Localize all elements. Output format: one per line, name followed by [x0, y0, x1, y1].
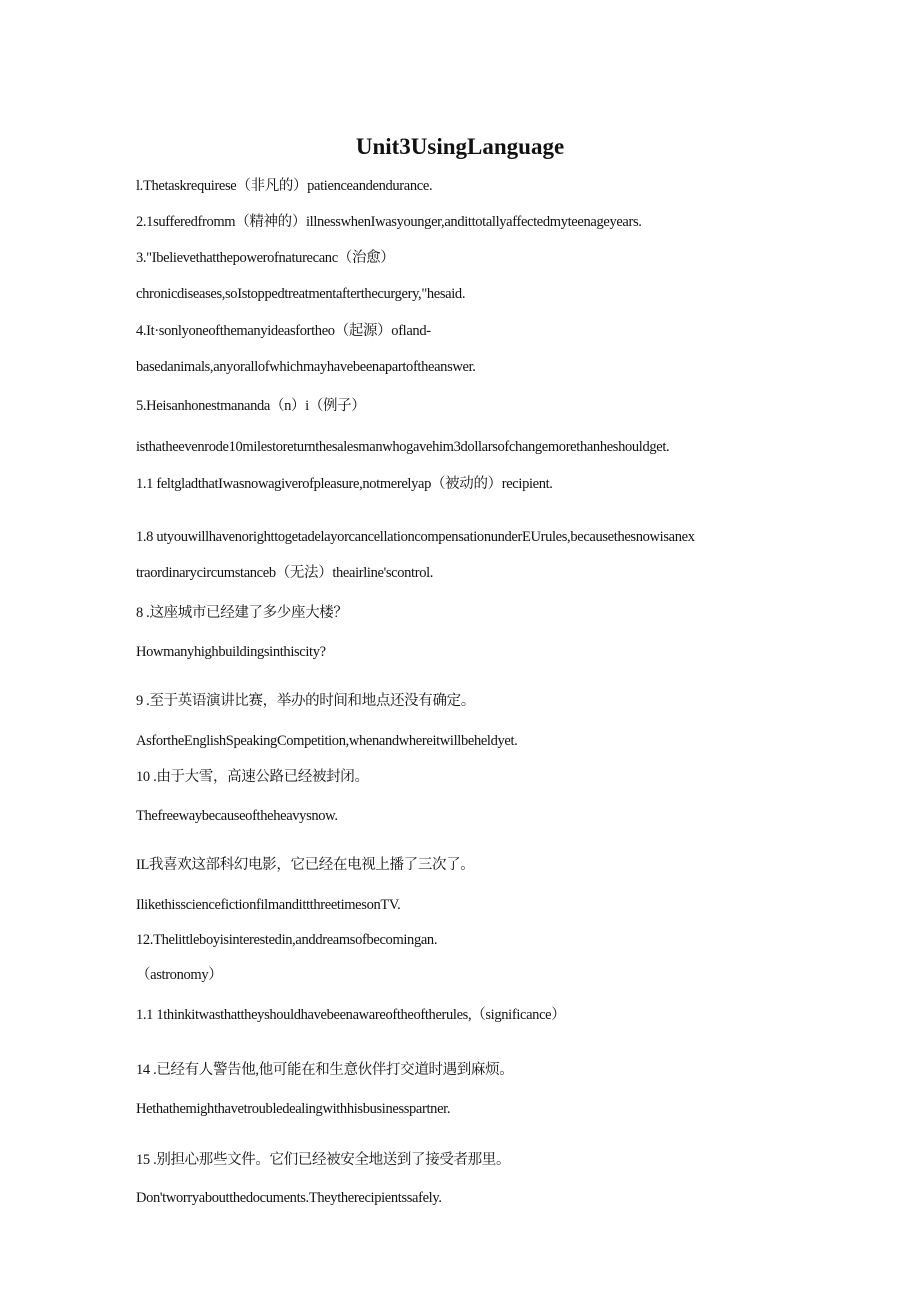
exercise-line-4b: basedanimals,anyorallofwhichmayhavebeenapartoftheanswer.	[136, 359, 476, 375]
translation-line-9-cn: 9 .至于英语演讲比赛，举办的时间和地点还没有确定。	[136, 693, 475, 709]
translation-line-11-cn: IL我喜欢这部科幻电影，它已经在电视上播了三次了。	[136, 857, 475, 873]
translation-line-9-en: AsfortheEnglishSpeakingCompetition,whenandwhereitwillbeheldyet.	[136, 733, 518, 749]
exercise-line-1: l.Thetaskrequirese（非凡的）patienceandendurance.	[136, 178, 433, 194]
exercise-line-12-hint: （astronomy）	[136, 967, 223, 983]
translation-line-15-en: Don'tworryaboutthedocuments.Theytherecipientssafely.	[136, 1190, 442, 1206]
page-title: Unit3UsingLanguage	[355, 134, 565, 159]
exercise-line-3b: chronicdiseases,soIstoppedtreatmentaftertheсurgery,"hesaid.	[136, 286, 466, 302]
translation-line-15-cn: 15 .别担心那些文件。它们已经被安全地送到了接受者那里。	[136, 1152, 511, 1168]
exercise-line-7b: traordinarycircumstanceb（无法）theairline'scontrol.	[136, 565, 434, 581]
translation-line-10-en: Thefreewaybecauseoftheheavysnow.	[136, 808, 338, 824]
exercise-line-5a: 5.Heisanhonestmananda（n）i（例子）	[136, 398, 366, 414]
exercise-line-5b: isthatheevenrode10milestoreturnthesalesmanwhogavehim3dollarsofchangemorethanheshouldget.	[136, 439, 670, 455]
translation-line-10-cn: 10 .由于大雪，高速公路已经被封闭。	[136, 769, 369, 785]
exercise-line-12: 12.Thelittleboyisinterestedin,anddreamsofbecomingan.	[136, 932, 438, 948]
exercise-line-4a: 4.It·sonlyoneofthemanyideasfortheo（起源）ofland-	[136, 323, 431, 339]
translation-line-8-en: Howmanyhighbuildingsinthiscity?	[136, 644, 326, 660]
translation-line-11-en: IlikethissciencefictionfilmandittthreetimesonTV.	[136, 897, 401, 913]
translation-line-14-en: Hethathemighthavetroubledealingwithhisbusinesspartner.	[136, 1101, 451, 1117]
exercise-line-7a: 1.8 utyouwillhavenorighttogetadelayorcancellationcompensationunderEUrules,becausethesnowisanex	[136, 529, 695, 545]
exercise-line-3a: 3."Ibelievethatthepowerofnaturecanc（治愈）	[136, 250, 395, 266]
translation-line-14-cn: 14 .已经有人警告他,他可能在和生意伙伴打交道时遇到麻烦。	[136, 1062, 514, 1078]
exercise-line-2: 2.1sufferedfromm（精神的）illnesswhenIwasyounger,andittotallyaffectedmyteenageyears.	[136, 214, 642, 230]
translation-line-8-cn: 8 .这座城市已经建了多少座大楼？	[136, 605, 348, 621]
exercise-line-6: 1.1 feltgladthatIwasnowagiverofpleasure,notmerelyap（被动的）recipient.	[136, 476, 553, 492]
exercise-line-13: 1.1 1thinkitwasthattheyshouldhavebeenawareoftheoftherules,（significance）	[136, 1007, 566, 1023]
